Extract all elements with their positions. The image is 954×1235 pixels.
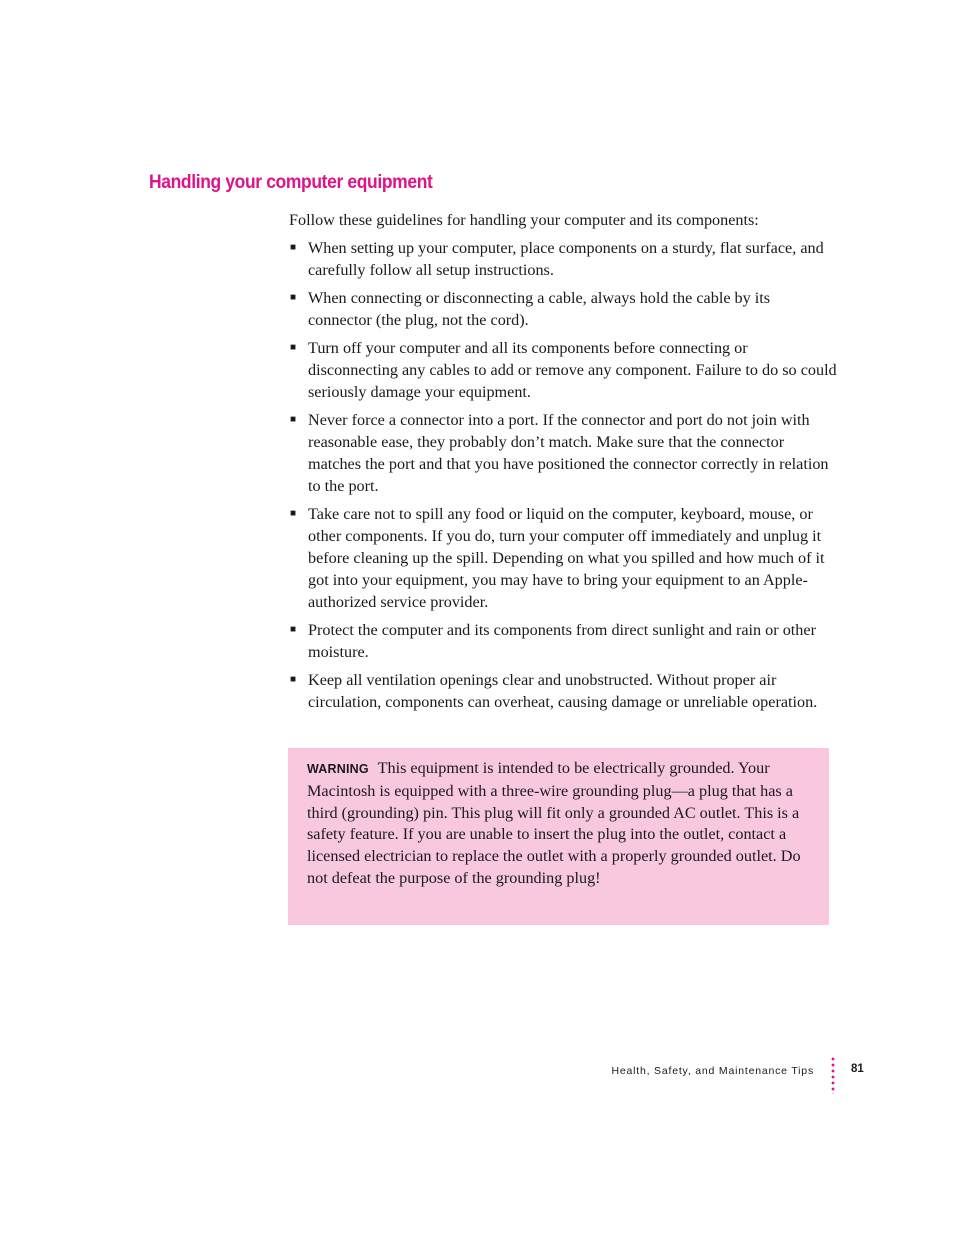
list-item (289, 337, 837, 403)
section-body (289, 209, 837, 719)
list-item-text: When connecting or disconnecting a cable, always hold the cable by its connector (the plug, not the cord). (308, 289, 771, 329)
list-item (289, 287, 837, 331)
bullet-icon: ■ (290, 674, 297, 685)
list-item-text: When setting up your computer, place components on a sturdy, flat surface, and carefully follow all setup instructions. (308, 239, 824, 279)
list-item (289, 503, 837, 613)
bullet-icon: ■ (290, 242, 297, 253)
dotted-divider-icon (831, 1056, 835, 1094)
list-item (289, 619, 837, 663)
bullet-icon: ■ (290, 414, 297, 425)
list-item-text: Protect the computer and its components from direct sunlight and rain or other moisture. (308, 621, 816, 661)
list-item-text: Keep all ventilation openings clear and unobstructed. Without proper air circulation, components can overheat, causing damage or unreliable operation. (308, 671, 818, 711)
list-item (289, 409, 837, 497)
warning-label: WARNING (307, 762, 369, 776)
list-item-text: Take care not to spill any food or liquid on the computer, keyboard, mouse, or other components. If you do, turn your computer off immediately and unplug it before cleaning up the spill. Depending on what you spilled and how much of it got into your equipment, you may have to bring your equipment to an Apple-authorized service provider. (308, 505, 825, 611)
guidelines-list (289, 237, 837, 713)
warning-box (288, 748, 829, 925)
section-heading: Handling your computer equipment (149, 172, 433, 193)
page-number: 81 (851, 1063, 864, 1075)
list-item (289, 669, 837, 713)
list-item-text: Never force a connector into a port. If the connector and port do not join with reasonable ease, they probably don’t match. Make sure that the connector matches the port and that you have positioned the connector correctly in relation to the port. (308, 411, 829, 495)
footer-chapter-title: Health, Safety, and Maintenance Tips (611, 1065, 814, 1077)
bullet-icon: ■ (290, 624, 297, 635)
bullet-icon: ■ (290, 292, 297, 303)
list-item (289, 237, 837, 281)
page-footer (560, 1056, 870, 1096)
list-item-text: Turn off your computer and all its components before connecting or disconnecting any cables to add or remove any component. Failure to do so could seriously damage your equipment. (308, 339, 837, 401)
warning-text: This equipment is intended to be electrically grounded. Your Macintosh is equipped with a three-wire grounding plug—a plug that has a third (grounding) pin. This plug will fit only a grounded AC outlet. This is a safety feature. If you are unable to insert the plug into the outlet, contact a licensed electrician to replace the outlet with a properly grounded outlet. Do not defeat the purpose of the grounding plug! (307, 759, 801, 887)
intro-paragraph: Follow these guidelines for handling your computer and its components: (289, 211, 759, 229)
bullet-icon: ■ (290, 508, 297, 519)
bullet-icon: ■ (290, 342, 297, 353)
